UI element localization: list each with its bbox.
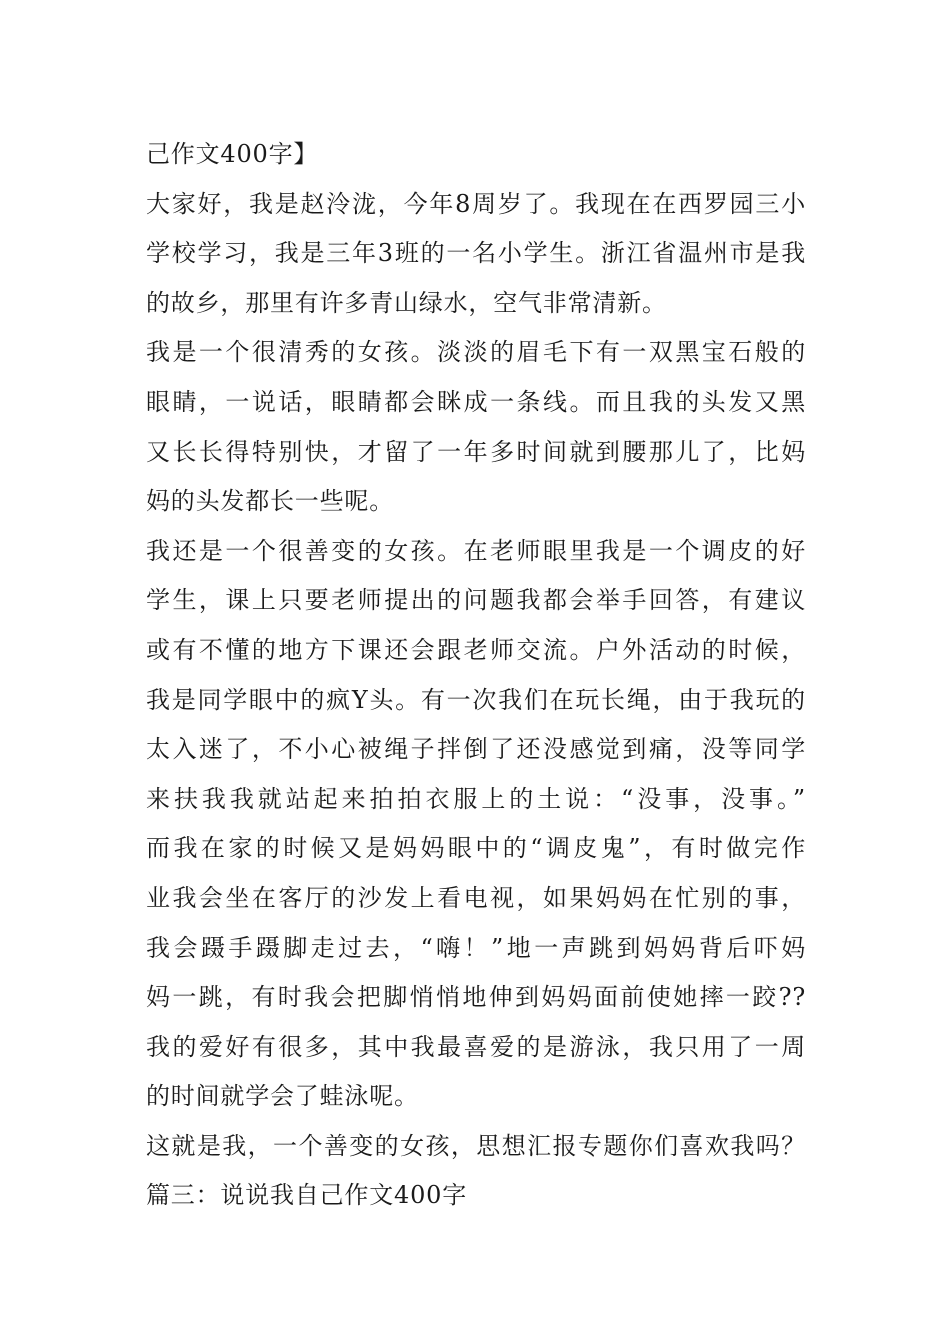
text-line: 而我在家的时候又是妈妈眼中的“调皮鬼”，有时做完作	[146, 834, 806, 863]
text-line: 妈一跳，有时我会把脚悄悄地伸到妈妈面前使她摔一跤??	[146, 983, 806, 1012]
text-line: 我是一个很清秀的女孩。淡淡的眉毛下有一双黑宝石般的	[146, 338, 806, 367]
text-line: 我会蹑手蹑脚走过去，“嗨！”地一声跳到妈妈背后吓妈	[146, 933, 806, 962]
text-line: 大家好，我是赵泠泷，今年8周岁了。我现在在西罗园三小	[146, 189, 806, 218]
text-line: 眼睛，一说话，眼睛都会眯成一条线。而且我的头发又黑	[146, 387, 806, 416]
text-line: 业我会坐在客厅的沙发上看电视，如果妈妈在忙别的事，	[146, 883, 806, 912]
text-line: 来扶我我就站起来拍拍衣服上的土说：“没事，没事。”	[146, 784, 806, 813]
text-line: 学校学习，我是三年3班的一名小学生。浙江省温州市是我	[146, 239, 806, 268]
text-line: 我是同学眼中的疯Y头。有一次我们在玩长绳，由于我玩的	[146, 685, 806, 714]
text-line: 这就是我，一个善变的女孩，思想汇报专题你们喜欢我吗？	[146, 1131, 806, 1160]
text-line: 的时间就学会了蛙泳呢。	[146, 1082, 419, 1111]
text-line: 我还是一个很善变的女孩。在老师眼里我是一个调皮的好	[146, 536, 806, 565]
text-line: 的故乡，那里有许多青山绿水，空气非常清新。	[146, 288, 667, 317]
text-line: 我的爱好有很多，其中我最喜爱的是游泳，我只用了一周	[146, 1032, 806, 1061]
text-line: 太入迷了，不小心被绳子拌倒了还没感觉到痛，没等同学	[146, 735, 806, 764]
text-line: 己作文400字】	[146, 140, 319, 168]
text-line: 或有不懂的地方下课还会跟老师交流。户外活动的时候，	[146, 635, 806, 664]
text-line: 又长长得特别快，才留了一年多时间就到腰那儿了，比妈	[146, 437, 806, 466]
document-body	[146, 130, 806, 1221]
text-line: 学生，课上只要老师提出的问题我都会举手回答，有建议	[146, 586, 806, 615]
text-line: 篇三：说说我自己作文400字	[146, 1181, 468, 1210]
text-line: 妈的头发都长一些呢。	[146, 487, 394, 516]
